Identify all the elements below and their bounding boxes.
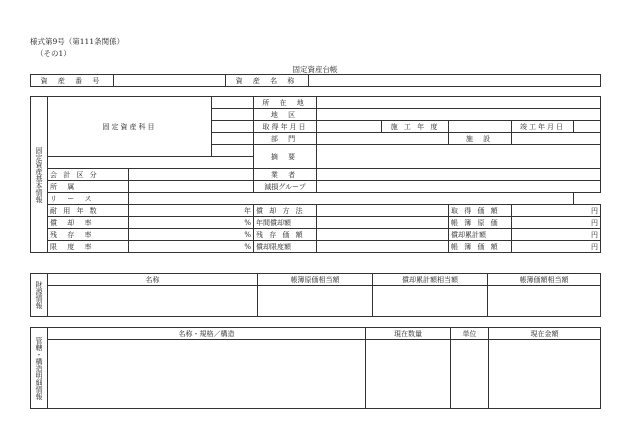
- acquisition-value-unit: 円: [591, 206, 598, 215]
- mgmt-amount-cell[interactable]: [489, 340, 601, 409]
- impairment-group-label: 減損グループ: [254, 181, 317, 193]
- residual-rate-unit: %: [244, 230, 251, 239]
- asset-name-field[interactable]: [309, 75, 601, 87]
- accumulated-dep-label: 償却累計額: [449, 229, 512, 241]
- asset-category-field-5[interactable]: [212, 145, 254, 157]
- dep-limit-field[interactable]: [317, 241, 449, 253]
- lease-label: リ ー ス: [48, 193, 129, 205]
- acquisition-date-field[interactable]: [317, 121, 382, 133]
- facility-label: 施 設: [449, 133, 512, 145]
- lease-field[interactable]: [129, 193, 574, 205]
- department-label: 部 門: [254, 133, 317, 145]
- funding-col-accumulated: 償却累計額相当額: [373, 274, 488, 286]
- funding-table: [30, 273, 601, 317]
- residual-rate-field[interactable]: [129, 229, 254, 241]
- completion-date-field[interactable]: [574, 121, 601, 133]
- annual-depreciation-label: 年間償却額: [254, 217, 317, 229]
- business-field[interactable]: [317, 169, 601, 181]
- funding-accumulated-cell[interactable]: [373, 286, 488, 317]
- facility-field[interactable]: [512, 133, 601, 145]
- mgmt-quantity-cell[interactable]: [366, 340, 451, 409]
- asset-category-field-2[interactable]: [212, 109, 254, 121]
- department-field[interactable]: [317, 133, 449, 145]
- construction-year-field[interactable]: [449, 121, 512, 133]
- residual-rate-label: 残 存 率: [48, 229, 129, 241]
- construction-year-label: 施 工 年 度: [382, 121, 449, 133]
- asset-category-label: 固定資産科目: [48, 97, 212, 157]
- mgmt-table: [30, 327, 601, 409]
- depreciation-method-field[interactable]: [317, 205, 449, 217]
- funding-col-name: 名称: [48, 274, 258, 286]
- asset-number-field[interactable]: [114, 75, 226, 87]
- acquisition-date-label: 取得年月日: [254, 121, 317, 133]
- book-value-unit: 円: [591, 242, 598, 251]
- mgmt-section-label: 管轄・構造明細情報: [31, 328, 48, 409]
- location-label: 所 在 地: [254, 97, 317, 109]
- mgmt-col-unit: 単位: [451, 328, 489, 340]
- book-original-unit: 円: [591, 218, 598, 227]
- district-label: 地 区: [254, 109, 317, 121]
- impairment-group-field[interactable]: [317, 181, 601, 193]
- acquisition-value-field[interactable]: [512, 205, 601, 217]
- annual-depreciation-field[interactable]: [317, 217, 449, 229]
- depreciation-rate-unit: %: [244, 218, 251, 227]
- completion-date-label: 竣工年月日: [512, 121, 574, 133]
- book-original-label: 帳 簿 原 価: [449, 217, 512, 229]
- funding-book-value-cell[interactable]: [488, 286, 601, 317]
- acquisition-value-label: 取 得 価 額: [449, 205, 512, 217]
- form-number: 様式第9号（第111条関係）: [30, 37, 125, 46]
- mgmt-col-amount: 現在金額: [489, 328, 601, 340]
- mgmt-col-name: 名称・規格／構造: [48, 328, 366, 340]
- limit-rate-field[interactable]: [129, 241, 254, 253]
- mgmt-col-quantity: 現在数量: [366, 328, 451, 340]
- summary-field[interactable]: [317, 145, 601, 169]
- accumulated-dep-unit: 円: [591, 230, 598, 239]
- accumulated-dep-field[interactable]: [512, 229, 601, 241]
- asset-category-field-3[interactable]: [212, 121, 254, 133]
- dep-limit-label: 償却限度額: [254, 241, 317, 253]
- belongs-field[interactable]: [129, 181, 254, 193]
- useful-life-label: 耐 用 年 数: [48, 205, 129, 217]
- depreciation-method-label: 償 却 方 法: [254, 205, 317, 217]
- useful-life-field[interactable]: [129, 205, 254, 217]
- funding-book-original-cell[interactable]: [258, 286, 373, 317]
- business-label: 業 者: [254, 169, 317, 181]
- asset-category-field-1[interactable]: [212, 97, 254, 109]
- mgmt-name-cell[interactable]: [48, 340, 366, 409]
- depreciation-rate-field[interactable]: [129, 217, 254, 229]
- funding-col-book-original: 帳簿原価相当額: [258, 274, 373, 286]
- funding-section-label: 財源情報: [31, 274, 48, 317]
- accounting-field[interactable]: [129, 169, 254, 181]
- basic-info-table: [30, 96, 601, 253]
- district-field[interactable]: [317, 109, 601, 121]
- asset-category-field-4[interactable]: [212, 133, 254, 145]
- book-value-label: 帳 簿 価 額: [449, 241, 512, 253]
- asset-id-table: [30, 74, 601, 87]
- location-field[interactable]: [317, 97, 601, 109]
- asset-number-label: 資 産 番 号: [31, 75, 114, 87]
- summary-label: 摘 要: [254, 145, 317, 169]
- accounting-label: 会 計 区 分: [48, 169, 129, 181]
- residual-value-label: 残 存 価 額: [254, 229, 317, 241]
- book-original-field[interactable]: [512, 217, 601, 229]
- form-part: （その1）: [36, 49, 71, 58]
- limit-rate-unit: %: [244, 242, 251, 251]
- limit-rate-label: 限 度 率: [48, 241, 129, 253]
- book-value-field[interactable]: [512, 241, 601, 253]
- asset-category-extra[interactable]: [48, 157, 254, 169]
- residual-value-field[interactable]: [317, 229, 449, 241]
- mgmt-unit-cell[interactable]: [451, 340, 489, 409]
- belongs-label: 所 属: [48, 181, 129, 193]
- useful-life-unit: 年: [244, 206, 251, 215]
- funding-name-cell[interactable]: [48, 286, 258, 317]
- funding-col-book-value: 帳簿価額相当額: [488, 274, 601, 286]
- basic-section-label: 固定資産基本情報: [31, 97, 48, 253]
- depreciation-rate-label: 償 却 率: [48, 217, 129, 229]
- page-title: 固定資産台帳: [292, 65, 338, 74]
- asset-name-label: 資 産 名 称: [226, 75, 309, 87]
